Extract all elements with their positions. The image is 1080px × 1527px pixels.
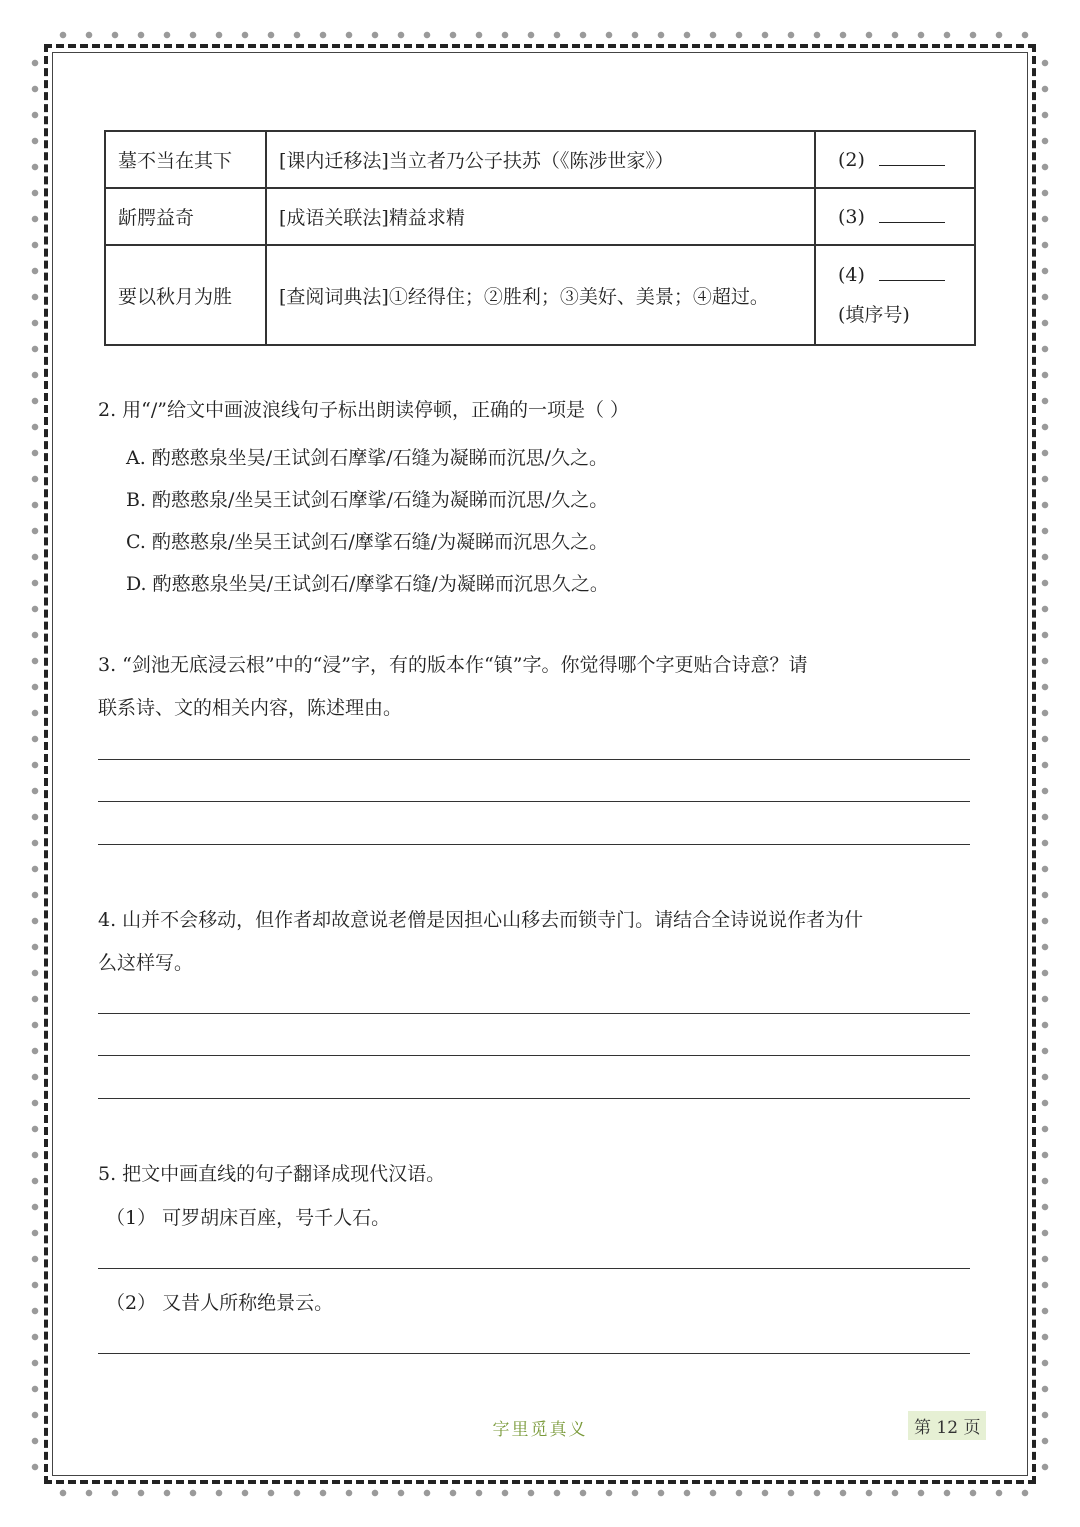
answer-line[interactable] (98, 844, 970, 845)
table-cell-word: 龂腭益奇 (105, 188, 266, 245)
decorative-border-dots-bottom (50, 1488, 1030, 1498)
table-cell-answer[interactable] (815, 188, 975, 245)
table-row (105, 131, 975, 188)
decorative-border-dots-top (50, 30, 1030, 40)
table-cell-answer[interactable] (815, 131, 975, 188)
table-cell-word: 墓不当在其下 (105, 131, 266, 188)
answer-blank[interactable] (879, 151, 945, 166)
answer-line[interactable] (98, 1013, 970, 1014)
answer-label: (2) (838, 148, 865, 171)
answer-blank[interactable] (879, 266, 945, 281)
table-cell-word: 要以秋月为胜 (105, 245, 266, 345)
table-cell-method: [成语关联法]精益求精 (266, 188, 815, 245)
answer-label: (4) (838, 263, 865, 286)
decorative-border-dots-left (30, 50, 40, 1480)
question-2-stem: 2. 用“/”给文中画波浪线句子标出朗读停顿，正确的一项是（ ） (98, 399, 630, 421)
answer-label: (3) (838, 205, 865, 228)
table-row (105, 245, 975, 345)
question-5-stem: 5. 把文中画直线的句子翻译成现代汉语。 (98, 1163, 446, 1185)
answer-line[interactable] (98, 1268, 970, 1269)
question-2-option-a[interactable]: A. 酌憨憨泉坐吴/王试剑石摩挲/石缝为凝睇而沉思/久之。 (126, 447, 609, 469)
answer-line[interactable] (98, 1353, 970, 1354)
vocab-table (104, 130, 976, 346)
question-5-sub2: （2） 又昔人所称绝景云。 (106, 1292, 334, 1314)
decorative-border-dots-right (1040, 50, 1050, 1480)
answer-note: (填序号) (838, 303, 910, 326)
answer-line[interactable] (98, 1055, 970, 1056)
question-3-line2: 联系诗、文的相关内容，陈述理由。 (98, 697, 403, 719)
question-2-option-c[interactable]: C. 酌憨憨泉/坐吴王试剑石/摩挲石缝/为凝睇而沉思久之。 (126, 531, 609, 553)
table-cell-method: [课内迁移法]当立者乃公子扶苏（《陈涉世家》） (266, 131, 815, 188)
answer-blank[interactable] (879, 208, 945, 223)
page-number: 第 12 页 (908, 1411, 986, 1440)
question-2-option-b[interactable]: B. 酌憨憨泉/坐吴王试剑石摩挲/石缝为凝睇而沉思/久之。 (126, 489, 609, 511)
question-5-sub1: （1） 可罗胡床百座，号千人石。 (106, 1207, 391, 1229)
answer-line[interactable] (98, 1098, 970, 1099)
footer-title: 字里觅真义 (492, 1420, 588, 1440)
table-cell-method: [查阅词典法]①经得住；②胜利；③美好、美景；④超过。 (266, 245, 815, 345)
question-2-option-d[interactable]: D. 酌憨憨泉坐吴/王试剑石/摩挲石缝/为凝睇而沉思久之。 (126, 573, 609, 595)
question-4-line1: 4. 山并不会移动，但作者却故意说老僧是因担心山移去而锁寺门。请结合全诗说说作者为什 (98, 909, 864, 931)
question-4-line2: 么这样写。 (98, 952, 194, 974)
table-cell-answer[interactable] (815, 245, 975, 345)
table-row (105, 188, 975, 245)
answer-line[interactable] (98, 801, 970, 802)
answer-line[interactable] (98, 759, 970, 760)
question-3-line1: 3. “剑池无底浸云根”中的“浸”字，有的版本作“镇”字。你觉得哪个字更贴合诗意？请 (98, 654, 808, 676)
